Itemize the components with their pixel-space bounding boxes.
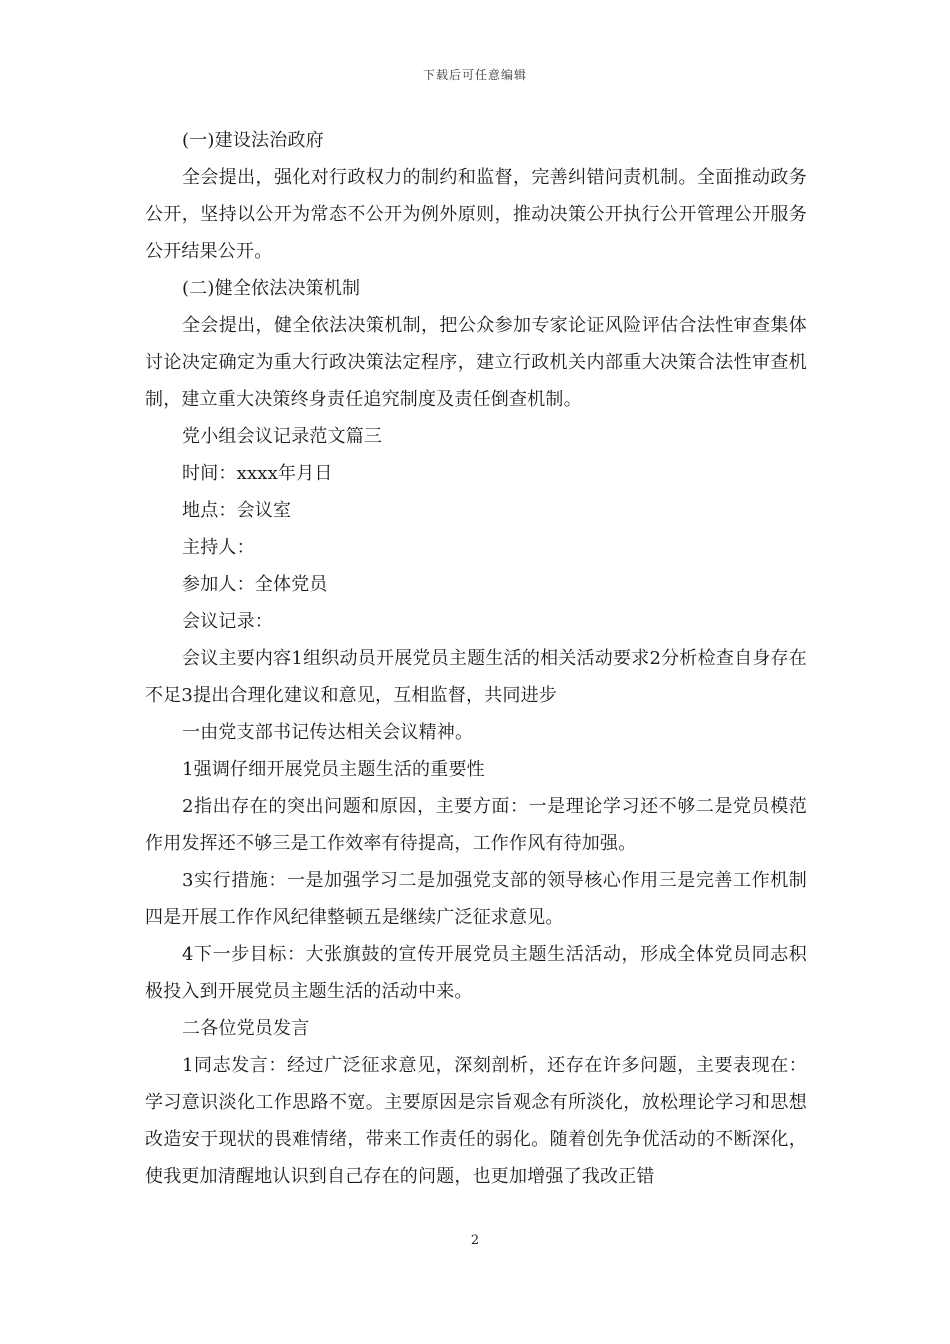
document-body — [145, 122, 807, 1195]
list-item: 4下一步目标：大张旗鼓的宣传开展党员主题生活活动，形成全体党员同志积极投入到开展党员主题生活的活动中来。 — [145, 944, 807, 1002]
page-header: 下载后可任意编辑 — [422, 68, 527, 82]
meeting-attendees: 参加人：全体党员 — [182, 574, 328, 595]
list-item: 1强调仔细开展党员主题生活的重要性 — [182, 759, 485, 780]
meeting-time: 时间：xxxx年月日 — [182, 463, 333, 484]
page-number: 2 — [470, 1233, 480, 1248]
list-item: 3实行措施：一是加强学习二是加强党支部的领导核心作用三是完善工作机制四是开展工作作风纪律整顿五是继续广泛征求意见。 — [145, 870, 807, 928]
body-paragraph: 一由党支部书记传达相关会议精神。 — [182, 722, 474, 743]
body-paragraph: 全会提出，健全依法决策机制，把公众参加专家论证风险评估合法性审查集体讨论决定确定为重大行政决策法定程序，建立行政机关内部重大决策合法性审查机制，建立重大决策终身责任追究制度及责任倒查机制。 — [145, 315, 807, 410]
article-title: 党小组会议记录范文篇三 — [182, 426, 383, 447]
section-heading-member-speeches: 二各位党员发言 — [182, 1018, 310, 1039]
body-paragraph: 全会提出，强化对行政权力的制约和监督，完善纠错问责机制。全面推动政务公开，坚持以公开为常态不公开为例外原则，推动决策公开执行公开管理公开服务公开结果公开。 — [145, 167, 807, 262]
meeting-host: 主持人： — [182, 537, 255, 558]
section-heading-decision-mechanism: (二)健全依法决策机制 — [182, 278, 361, 299]
section-heading-law-government: (一)建设法治政府 — [182, 130, 324, 151]
list-item: 2指出存在的突出问题和原因，主要方面：一是理论学习还不够二是党员模范作用发挥还不够三是工作效率有待提高，工作作风有待加强。 — [145, 796, 807, 854]
meeting-record-label: 会议记录： — [182, 611, 273, 632]
meeting-location: 地点：会议室 — [182, 500, 292, 521]
body-paragraph: 1同志发言：经过广泛征求意见，深刻剖析，还存在许多问题，主要表现在：学习意识淡化工作思路不宽。主要原因是宗旨观念有所淡化，放松理论学习和思想改造安于现状的畏难情绪，带来工作责任的弱化。随着创先争优活动的不断深化，使我更加清醒地认识到自己存在的问题，也更加增强了我改正错 — [145, 1055, 807, 1187]
body-paragraph: 会议主要内容1组织动员开展党员主题生活的相关活动要求2分析检查自身存在不足3提出合理化建议和意见，互相监督，共同进步 — [145, 648, 807, 706]
